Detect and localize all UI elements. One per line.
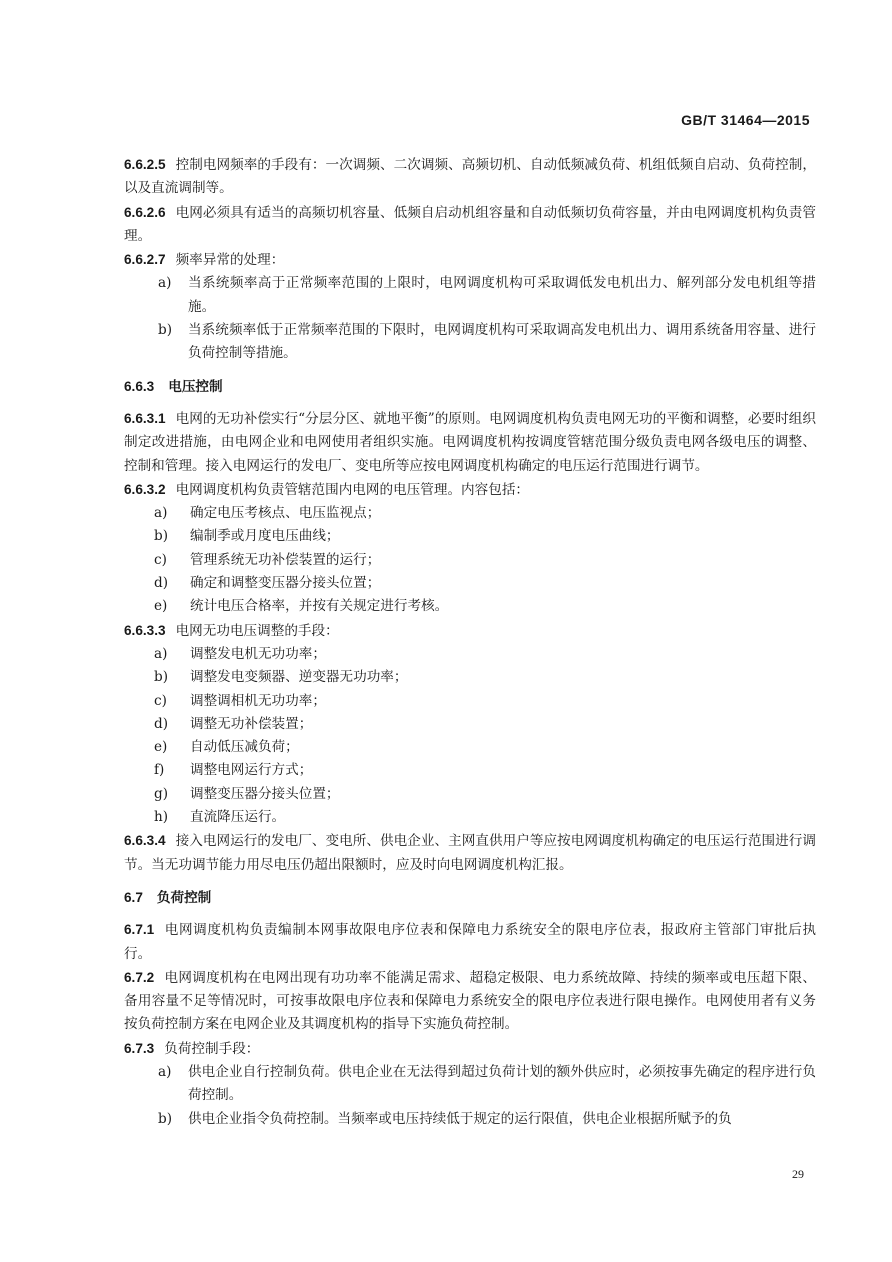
clause-text: 电网调度机构负责管辖范围内电网的电压管理。内容包括：	[175, 481, 530, 498]
list-item	[124, 502, 816, 525]
list-item	[124, 713, 816, 736]
clause-paragraph	[124, 1037, 816, 1061]
list-item	[124, 272, 816, 319]
list-item	[124, 549, 816, 572]
document-body	[124, 153, 816, 1131]
standard-code: GB/T 31464—2015	[681, 112, 810, 128]
list-item	[124, 319, 816, 366]
list-text: 当系统频率高于正常频率范围的上限时，电网调度机构可采取调低发电机出力、解列部分发电机组等措施。	[188, 275, 816, 315]
list-label: d)	[154, 575, 169, 592]
list-text: 确定和调整变压器分接头位置；	[190, 575, 381, 592]
clause-number: 6.7.2	[124, 969, 155, 985]
clause-number: 6.6.2.5	[124, 157, 166, 172]
list-item	[124, 736, 816, 759]
section-heading	[124, 375, 816, 398]
clause-text: 频率异常的处理：	[175, 252, 285, 269]
list-text: 供电企业自行控制负荷。供电企业在无法得到超过负荷计划的额外供应时，必须按事先确定的程序进行负荷控制。	[188, 1063, 816, 1104]
clause-paragraph	[124, 153, 816, 201]
clause-text: 电网的无功补偿实行“分层分区、就地平衡”的原则。电网调度机构负责电网无功的平衡和调整，必要时组织制定改进措施，由电网企业和电网使用者组织实施。电网调度机构按调度管辖范围分级负责电网各级电压的调整、控制和管理。接入电网运行的发电厂、变电所等应按电网调度机构确定的电压运行范围进行调节。	[124, 410, 816, 474]
list-label: e)	[154, 739, 168, 756]
list-label: c)	[154, 692, 167, 709]
list-label: f)	[154, 762, 165, 779]
list-text: 调整发电机无功功率；	[190, 645, 326, 662]
heading-text: 负荷控制	[156, 889, 212, 905]
clause-number: 6.6.2.6	[124, 204, 166, 220]
list-item	[124, 525, 816, 548]
list-text: 当系统频率低于正常频率范围的下限时，电网调度机构可采取调高发电机出力、调用系统备用容量、进行负荷控制等措施。	[188, 322, 816, 362]
clause-number: 6.6.3.1	[124, 410, 166, 426]
list-label: b)	[154, 669, 169, 686]
clause-paragraph	[124, 248, 816, 272]
clause-text: 电网必须具有适当的高频切机容量、低频自启动机组容量和自动低频切负荷容量，并由电网调度机构负责管理。	[124, 204, 816, 244]
list-item	[124, 1108, 816, 1131]
list-label: h)	[154, 809, 169, 826]
heading-text: 电压控制	[168, 378, 223, 394]
list-text: 供电企业指令负荷控制。当频率或电压持续低于规定的运行限值，供电企业根据所赋予的负	[188, 1110, 732, 1127]
list-label: a)	[158, 275, 172, 292]
clause-text: 接入电网运行的发电厂、变电所、供电企业、主网直供用户等应按电网调度机构确定的电压运行范围进行调节。当无功调节能力用尽电压仍超出限额时，应及时向电网调度机构汇报。	[124, 833, 816, 873]
clause-number: 6.7	[124, 889, 143, 905]
clause-text: 电网无功电压调整的手段：	[175, 622, 339, 639]
clause-paragraph	[124, 619, 816, 643]
clause-number: 6.6.3.3	[124, 622, 166, 638]
clause-number: 6.6.3.2	[124, 481, 166, 497]
clause-paragraph	[124, 966, 816, 1037]
list-text: 调整电网运行方式；	[190, 762, 313, 779]
clause-number: 6.7.3	[124, 1040, 155, 1056]
clause-number: 6.6.3	[124, 378, 155, 394]
page-number: 29	[792, 1167, 804, 1181]
list-item	[124, 759, 816, 782]
list-item	[124, 1061, 816, 1108]
list-label: b)	[158, 1110, 173, 1127]
list-item	[124, 595, 816, 618]
clause-text: 控制电网频率的手段有：一次调频、二次调频、高频切机、自动低频减负荷、机组低频自启动、负荷控制，以及直流调制等。	[124, 157, 816, 197]
section-heading	[124, 886, 816, 909]
list-label: a)	[154, 645, 168, 662]
clause-number: 6.6.3.4	[124, 833, 166, 849]
list-item	[124, 572, 816, 595]
list-text: 调整无功补偿装置；	[190, 715, 313, 732]
list-item	[124, 690, 816, 713]
list-text: 确定电压考核点、电压监视点；	[190, 505, 381, 522]
clause-text: 电网调度机构在电网出现有功功率不能满足需求、超稳定极限、电力系统故障、持续的频率或电压超下限、备用容量不足等情况时，可按事故限电序位表和保障电力系统安全的限电序位表进行限电操作。电网使用者有义务按负荷控制方案在电网企业及其调度机构的指导下实施负荷控制。	[124, 969, 816, 1033]
list-label: b)	[154, 528, 169, 545]
list-label: d)	[154, 715, 169, 732]
list-item	[124, 643, 816, 666]
list-text: 直流降压运行。	[190, 809, 286, 826]
list-label: a)	[154, 505, 168, 522]
clause-paragraph	[124, 918, 816, 966]
list-item	[124, 806, 816, 829]
clause-paragraph	[124, 829, 816, 877]
list-text: 统计电压合格率，并按有关规定进行考核。	[190, 598, 449, 615]
clause-paragraph	[124, 407, 816, 478]
clause-number: 6.6.2.7	[124, 252, 166, 268]
list-label: g)	[154, 785, 169, 802]
list-text: 编制季或月度电压曲线；	[190, 528, 340, 545]
clause-text: 电网调度机构负责编制本网事故限电序位表和保障电力系统安全的限电序位表，报政府主管部门审批后执行。	[124, 922, 816, 962]
clause-text: 负荷控制手段：	[164, 1040, 260, 1057]
list-item	[124, 783, 816, 806]
clause-paragraph	[124, 201, 816, 249]
list-text: 调整发电变频器、逆变器无功功率；	[190, 669, 408, 686]
list-text: 自动低压减负荷；	[190, 739, 299, 756]
list-text: 调整变压器分接头位置；	[190, 785, 340, 802]
list-label: a)	[158, 1063, 172, 1080]
list-label: c)	[154, 551, 167, 568]
list-text: 调整调相机无功功率；	[190, 692, 326, 709]
list-label: b)	[158, 322, 173, 339]
clause-paragraph	[124, 478, 816, 502]
list-text: 管理系统无功补偿装置的运行；	[190, 551, 381, 568]
list-item	[124, 666, 816, 689]
clause-number: 6.7.1	[124, 922, 155, 938]
list-label: e)	[154, 598, 168, 615]
